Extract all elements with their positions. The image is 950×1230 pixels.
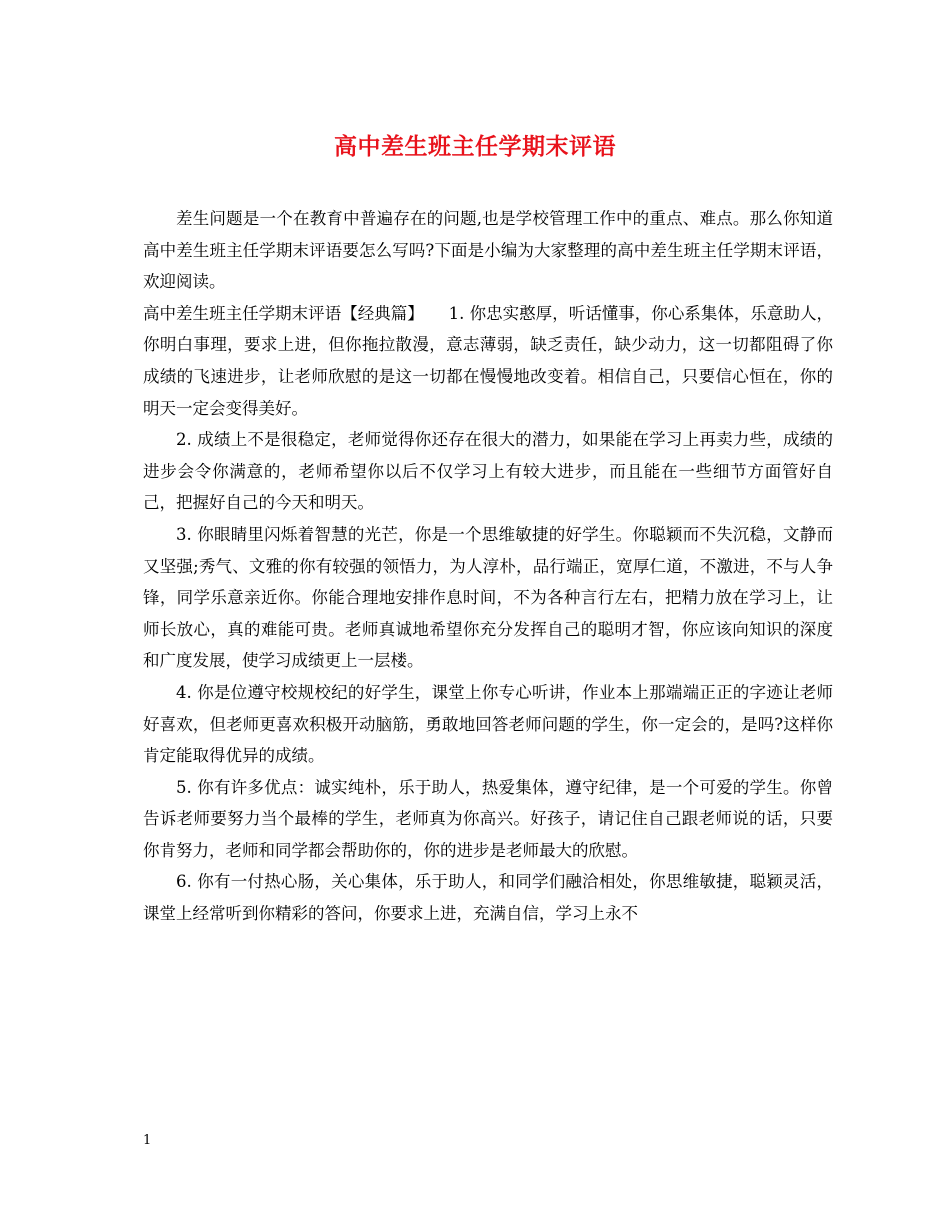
page-number: 1 (143, 1133, 152, 1148)
section-heading-item-1: 高中差生班主任学期末评语【经典篇】 1. 你忠实憨厚，听话懂事，你心系集体，乐意助人，你明白事理，要求上进，但你拖拉散漫，意志薄弱，缺乏责任，缺少动力，这一切都阻碍了你成绩的飞速进步，让老师欣慰的是这一切都在慢慢地改变着。相信自己，只要信心恒在，你的明天一定会变得美好。 (143, 303, 833, 418)
document-title: 高中差生班主任学期末评语 (334, 133, 616, 160)
comment-item-2: 2. 成绩上不是很稳定，老师觉得你还存在很大的潜力，如果能在学习上再卖力些，成绩的进步会令你满意的，老师希望你以后不仅学习上有较大进步，而且能在一些细节方面管好自己，把握好自己的今天和明天。 (143, 430, 833, 513)
intro-paragraph: 差生问题是一个在教育中普遍存在的问题,也是学校管理工作中的重点、难点。那么你知道高中差生班主任学期末评语要怎么写吗?下面是小编为大家整理的高中差生班主任学期末评语，欢迎阅读。 (143, 209, 833, 292)
comment-item-5: 5. 你有许多优点：诚实纯朴，乐于助人，热爱集体，遵守纪律，是一个可爱的学生。你曾告诉老师要努力当个最棒的学生，老师真为你高兴。好孩子，请记住自己跟老师说的话，只要你肯努力，老师和同学都会帮助你的，你的进步是老师最大的欣慰。 (143, 777, 833, 860)
comment-item-4: 4. 你是位遵守校规校纪的好学生，课堂上你专心听讲，作业本上那端端正正的字迹让老师好喜欢，但老师更喜欢积极开动脑筋，勇敢地回答老师问题的学生，你一定会的，是吗?这样你肯定能取得优异的成绩。 (143, 682, 833, 766)
document-body (143, 203, 833, 930)
comment-item-6: 6. 你有一付热心肠，关心集体，乐于助人，和同学们融洽相处，你思维敏捷，聪颖灵活，课堂上经常听到你精彩的答问，你要求上进，充满自信，学习上永不 (143, 872, 833, 924)
comment-item-3: 3. 你眼睛里闪烁着智慧的光芒，你是一个思维敏捷的好学生。你聪颖而不失沉稳，文静而又坚强;秀气、文雅的你有较强的领悟力，为人淳朴，品行端正，宽厚仁道，不激进，不与人争锋，同学乐意亲近你。你能合理地安排作息时间，不为各种言行左右，把精力放在学习上，让师长放心，真的难能可贵。老师真诚地希望你充分发挥自己的聪明才智，你应该向知识的深度和广度发展，使学习成绩更上一层楼。 (143, 524, 833, 671)
